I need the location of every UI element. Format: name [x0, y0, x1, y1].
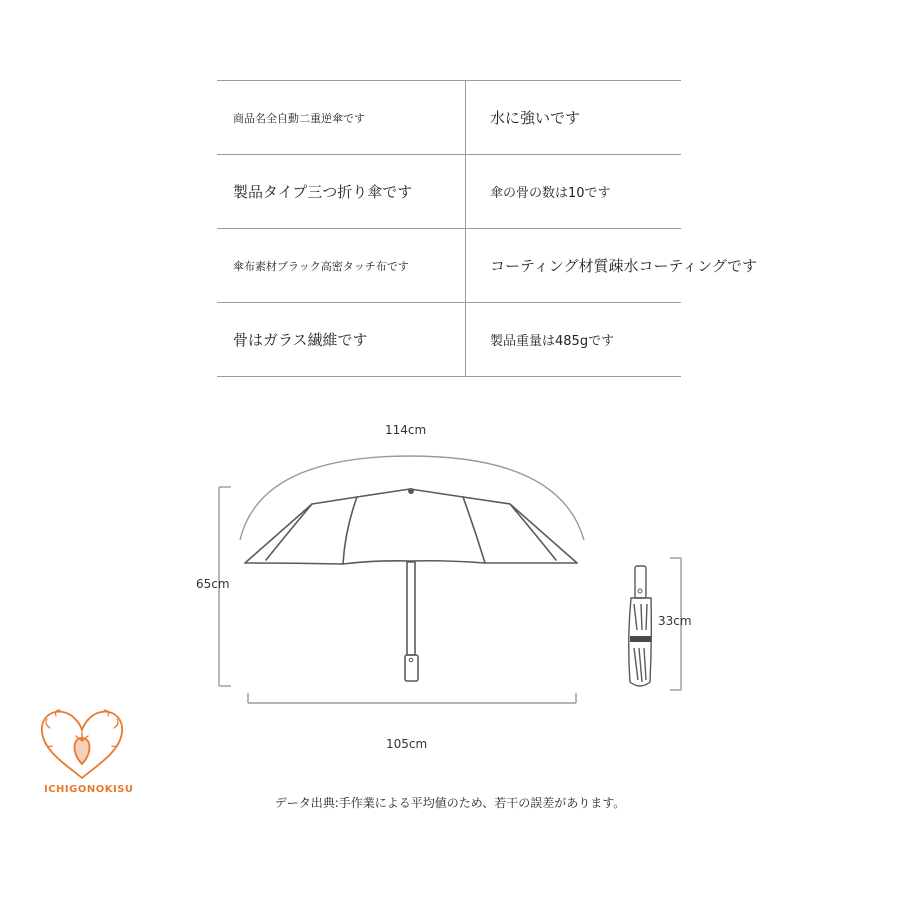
spec-row: [217, 229, 681, 303]
spec-row: [217, 155, 681, 229]
logo-text: ICHIGONOKISU: [44, 784, 134, 795]
spec-row: [217, 81, 681, 155]
spec-row: [217, 303, 681, 377]
spec-product-type: 製品タイプ三つ折り傘です: [217, 155, 466, 229]
spec-rib-count: 傘の骨の数は10です: [466, 155, 682, 229]
height-label: 65cm: [196, 577, 230, 591]
umbrella-handle: [405, 655, 418, 681]
spec-coating-material: コーティング材質疎水コーティングです: [466, 229, 682, 303]
spec-weight: 製品重量は485gです: [466, 303, 682, 377]
canopy-rib: [266, 504, 312, 560]
spec-water-resistance: 水に強いです: [466, 81, 682, 155]
width-label: 105cm: [386, 737, 428, 751]
folded-umbrella: [629, 566, 652, 686]
spec-fabric-material: 傘布素材ブラック高密タッチ布です: [217, 229, 466, 303]
spec-rib-material: 骨はガラス繊維です: [217, 303, 466, 377]
canopy-hem: [245, 561, 577, 564]
data-source-note: データ出典:手作業による平均値のため、若干の誤差があります。: [274, 796, 626, 810]
folded-length-label: 33cm: [658, 614, 692, 628]
strawberry-heart-logo-icon: [42, 710, 122, 778]
umbrella-shaft: [407, 562, 415, 655]
spec-product-name: 商品名全自動二重逆傘です: [217, 81, 466, 155]
canopy-outline: [245, 489, 577, 563]
arc-dimension-line: [240, 456, 584, 540]
spec-table: [217, 80, 758, 377]
canopy-rib: [343, 497, 357, 564]
canopy-rib: [510, 504, 556, 560]
arc-width-label: 114cm: [385, 423, 427, 437]
canopy-rib: [463, 497, 485, 563]
